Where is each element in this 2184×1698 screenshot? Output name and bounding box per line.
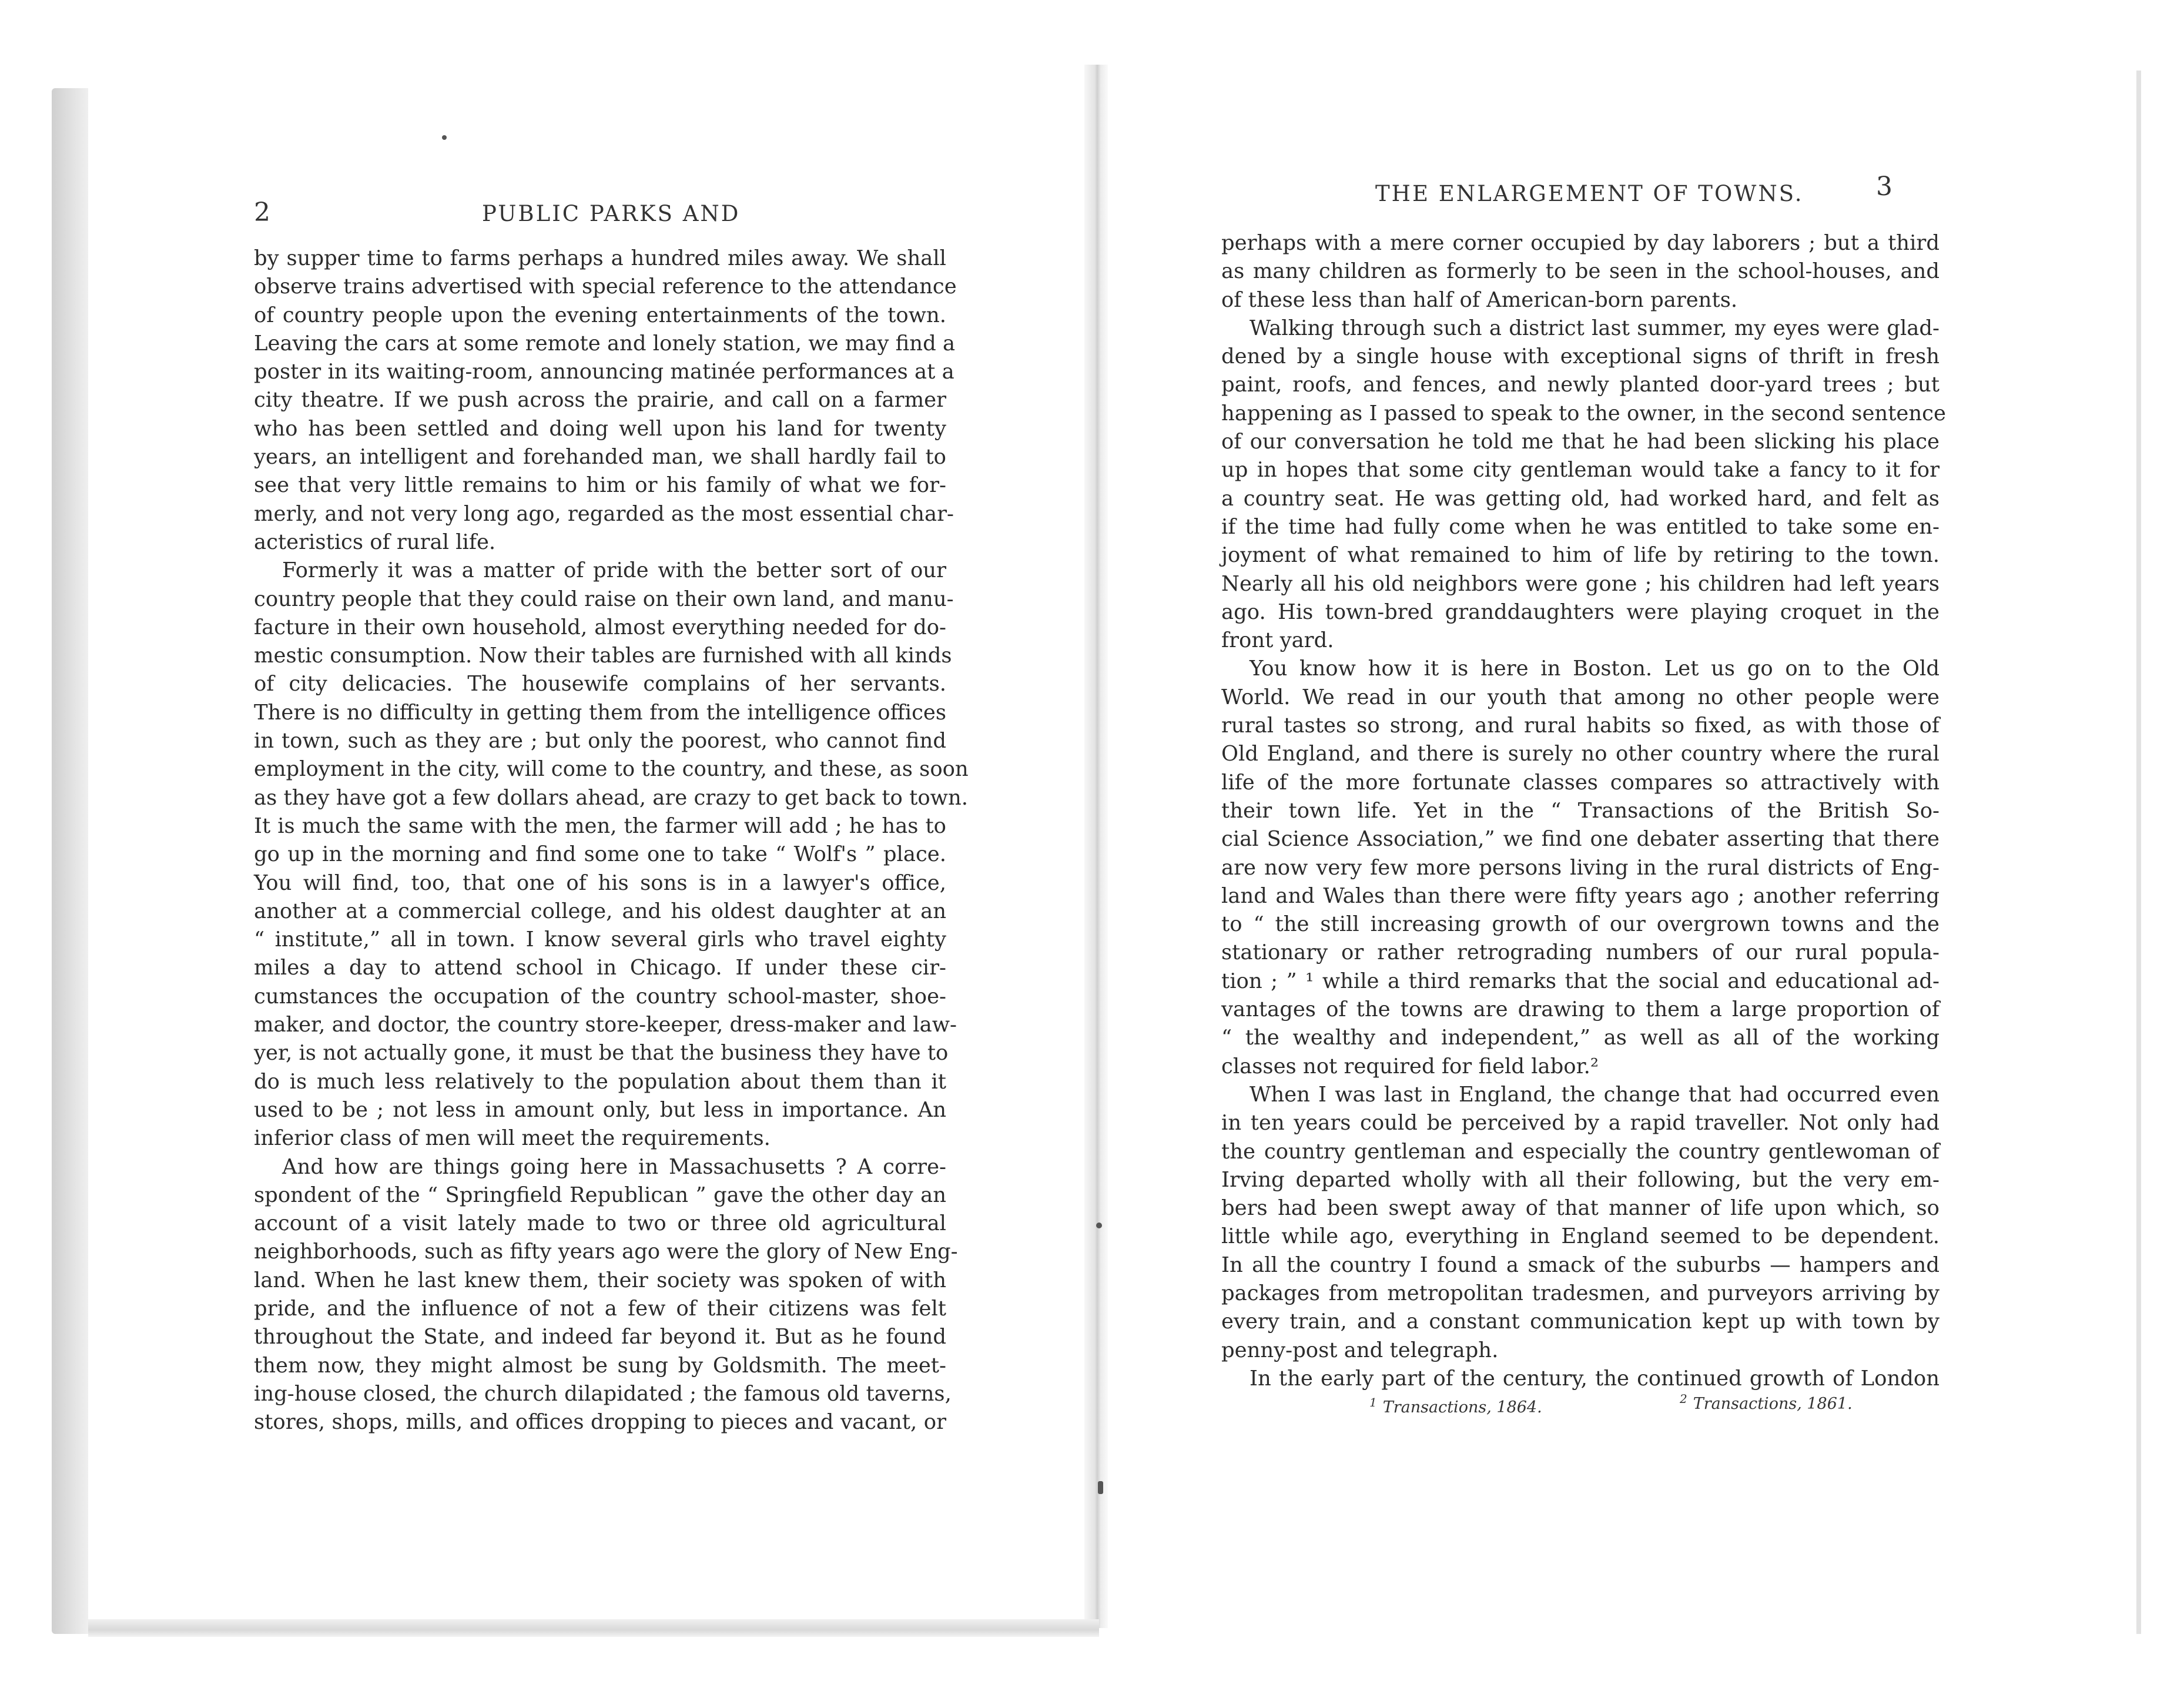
text-line: every train, and a constant communication kept up with town by <box>1221 1309 1940 1334</box>
text-line: It is much the same with the men, the farmer will add ; he has to <box>254 813 946 838</box>
text-line: packages from metropolitan tradesmen, and purveyors arriving by <box>1221 1281 1940 1305</box>
text-line: of country people upon the evening entertainments of the town. <box>254 303 946 327</box>
text-line: poster in its waiting-room, announcing matinée performances at a <box>254 360 954 384</box>
page-speck <box>1098 1481 1103 1494</box>
text-line: another at a commercial college, and his oldest daughter at an <box>254 899 946 923</box>
text-line: Walking through such a district last summer, my eyes were glad- <box>1250 316 1940 340</box>
text-line: acteristics of rural life. <box>254 530 496 554</box>
text-line: years, an intelligent and forehanded man, we shall hardly fail to <box>254 445 946 470</box>
text-line: ing-house closed, the church dilapidated ; the famous old taverns, <box>254 1381 952 1406</box>
text-line: maker, and doctor, the country store-keeper, dress-maker and law- <box>254 1013 957 1037</box>
text-line: happening as I passed to speak to the owner, in the second sentence <box>1221 401 1946 426</box>
text-line: You know how it is here in Boston. Let us go on to the Old <box>1250 657 1940 681</box>
text-line: employment in the city, will come to the country, and these, as soon <box>254 757 969 782</box>
text-line: “ the wealthy and independent,” as well as all of the working <box>1221 1026 1940 1050</box>
text-line: bers had been swept away of that manner of life upon which, so <box>1221 1196 1940 1221</box>
text-line: observe trains advertised with special reference to the attendance <box>254 274 957 299</box>
text-line: of our conversation he told me that he had been slicking his place <box>1221 430 1940 454</box>
text-line: account of a visit lately made to two or three old agricultural <box>254 1211 946 1236</box>
right-running-header: THE ENLARGEMENT OF TOWNS. <box>1375 181 1804 206</box>
text-line: as they have got a few dollars ahead, are crazy to get back to town. <box>254 785 968 810</box>
text-line: see that very little remains to him or his family of what we for- <box>254 473 946 498</box>
text-line: And how are things going here in Massachusetts ? A corre- <box>282 1154 946 1179</box>
text-line: paint, roofs, and fences, and newly planted door-yard trees ; but <box>1221 373 1940 397</box>
text-line: In the early part of the century, the continued growth of London <box>1250 1366 1940 1391</box>
footnote-2-number: 2 <box>1680 1392 1687 1406</box>
text-line: Nearly all his old neighbors were gone ; his children had left years <box>1221 571 1940 596</box>
text-line: dened by a single house with exceptional signs of thrift in fresh <box>1221 344 1940 369</box>
text-line: Old England, and there is surely no other country where the rural <box>1221 742 1940 766</box>
text-line: if the time had fully come when he was entitled to take some en- <box>1221 514 1940 539</box>
right-page-edge <box>2136 71 2141 1634</box>
text-line: neighborhoods, such as fifty years ago were the glory of New Eng- <box>254 1240 958 1264</box>
text-line: front yard. <box>1221 628 1334 653</box>
text-line: spondent of the “ Springfield Republican ” gave the other day an <box>254 1183 946 1207</box>
text-line: “ institute,” all in town. I know several girls who travel eighty <box>254 927 946 952</box>
text-line: stores, shops, mills, and offices dropping to pieces and vacant, or <box>254 1410 946 1435</box>
text-line: merly, and not very long ago, regarded as the most essential char- <box>254 501 954 526</box>
left-page-bottom-edge <box>88 1619 1099 1637</box>
text-line: are now very few more persons living in the rural districts of Eng- <box>1221 855 1940 880</box>
text-line: miles a day to attend school in Chicago. If under these cir- <box>254 956 946 980</box>
text-line: their town life. Yet in the “ Transactions of the British So- <box>1221 798 1940 823</box>
text-line: tion ; ” ¹ while a third remarks that the social and educational ad- <box>1221 969 1940 993</box>
text-line: cial Science Association,” we find one debater asserting that there <box>1221 827 1940 852</box>
text-line: land. When he last knew them, their society was spoken of with <box>254 1268 946 1292</box>
text-line: who has been settled and doing well upon his land for twenty <box>254 416 946 441</box>
text-line: land and Wales than there were fifty years ago ; another referring <box>1221 883 1940 908</box>
text-line: In all the country I found a smack of the suburbs — hampers and <box>1221 1252 1940 1277</box>
footnote-1 <box>1369 1395 1542 1416</box>
text-line: joyment of what remained to him of life by retiring to the town. <box>1221 543 1940 568</box>
footnote-1-number: 1 <box>1369 1395 1377 1409</box>
text-line: little while ago, everything in England seemed to be dependent. <box>1221 1224 1940 1249</box>
left-page-number: 2 <box>254 197 270 227</box>
footnote-2 <box>1680 1392 1853 1413</box>
book-gutter <box>1084 65 1108 1628</box>
text-line: You will find, too, that one of his sons is in a lawyer's office, <box>254 870 946 895</box>
text-line: Formerly it was a matter of pride with the better sort of our <box>282 558 946 583</box>
text-line: the country gentleman and especially the country gentlewoman of <box>1221 1139 1940 1164</box>
text-line: facture in their own household, almost everything needed for do- <box>254 615 946 639</box>
text-line: vantages of the towns are drawing to them a large proportion of <box>1221 997 1940 1022</box>
footnote-2-text: Transactions, 1861. <box>1693 1395 1853 1413</box>
text-line: of city delicacies. The housewife complains of her servants. <box>254 672 946 696</box>
text-line: ago. His town-bred granddaughters were playing croquet in the <box>1221 600 1940 624</box>
text-line: city theatre. If we push across the prairie, and call on a farmer <box>254 388 946 413</box>
text-line: them now, they might almost be sung by Goldsmith. The meet- <box>254 1353 946 1378</box>
text-line: of these less than half of American-born parents. <box>1221 287 1738 312</box>
text-line: penny-post and telegraph. <box>1221 1338 1499 1362</box>
text-line: stationary or rather retrograding numbers of our rural popula- <box>1221 940 1940 965</box>
text-line: in town, such as they are ; but only the poorest, who cannot find <box>254 729 946 753</box>
text-line: yer, is not actually gone, it must be that the business they have to <box>254 1041 949 1066</box>
text-line: There is no difficulty in getting them from the intelligence offices <box>254 700 946 725</box>
text-line: do is much less relatively to the population about them than it <box>254 1069 946 1094</box>
text-line: World. We read in our youth that among no other people were <box>1221 685 1940 709</box>
text-line: by supper time to farms perhaps a hundred miles away. We shall <box>254 246 946 270</box>
page-speck <box>1096 1223 1102 1228</box>
text-line: When I was last in England, the change that had occurred even <box>1250 1082 1940 1107</box>
left-running-header: PUBLIC PARKS AND <box>482 201 741 226</box>
text-line: pride, and the influence of not a few of their citizens was felt <box>254 1296 946 1321</box>
text-line: used to be ; not less in amount only, but less in importance. An <box>254 1097 946 1122</box>
text-line: a country seat. He was getting old, had worked hard, and felt as <box>1221 486 1940 511</box>
right-page-body <box>1221 229 1946 1393</box>
text-line: Irving departed wholly with all their following, but the very em- <box>1221 1167 1940 1192</box>
text-line: classes not required for field labor.² <box>1221 1054 1599 1079</box>
text-line: country people that they could raise on their own land, and manu- <box>254 587 954 611</box>
text-line: mestic consumption. Now their tables are furnished with all kinds <box>254 644 952 668</box>
text-line: throughout the State, and indeed far beyond it. But as he found <box>254 1325 946 1349</box>
text-line: in ten years could be perceived by a rapid traveller. Not only had <box>1221 1111 1940 1136</box>
text-line: life of the more fortunate classes compares so attractively with <box>1221 770 1940 795</box>
text-line: to “ the still increasing growth of our overgrown towns and the <box>1221 912 1940 937</box>
text-line: go up in the morning and find some one to take “ Wolf's ” place. <box>254 842 946 867</box>
text-line: perhaps with a mere corner occupied by day laborers ; but a third <box>1221 231 1940 255</box>
text-line: inferior class of men will meet the requirements. <box>254 1126 771 1151</box>
left-page-body <box>254 245 969 1436</box>
right-page-number: 3 <box>1876 172 1892 202</box>
footnote-1-text: Transactions, 1864. <box>1382 1398 1542 1416</box>
text-line: Leaving the cars at some remote and lonely station, we may find a <box>254 331 956 356</box>
text-line: up in hopes that some city gentleman would take a fancy to it for <box>1221 458 1940 483</box>
text-line: cumstances the occupation of the country school-master, shoe- <box>254 984 946 1009</box>
text-line: rural tastes so strong, and rural habits so fixed, as with those of <box>1221 714 1940 738</box>
page-speck <box>442 135 447 140</box>
text-line: as many children as formerly to be seen in the school-houses, and <box>1221 259 1940 284</box>
